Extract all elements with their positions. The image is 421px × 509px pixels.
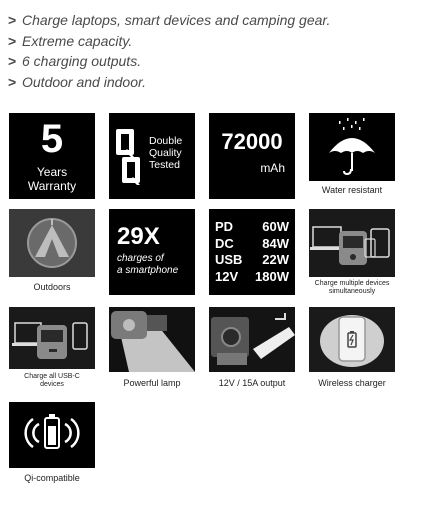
lamp-tile [109,307,195,372]
quality-tile [109,113,195,199]
lamp-caption: Powerful lamp [123,378,181,388]
power-row: 12V 180W [215,268,289,284]
multi-device-tile [309,209,395,277]
feature-item: > Charge laptops, smart devices and camping gear. [8,10,413,31]
chevron-right-icon: > [8,73,17,90]
multi-device-caption: Charge multiple devices simultaneously [314,280,390,295]
lamp-icon [109,307,195,372]
output-12v-tile [209,307,295,372]
feature-item: > Outdoor and indoor. [8,72,413,93]
car-plug-icon [209,307,295,372]
qi-tile [9,402,95,468]
chevron-right-icon: > [8,12,17,28]
feature-item: > 6 charging outputs. [8,51,413,72]
usbc-caption: Charge all USB-C devices [24,373,80,388]
feature-list [8,10,413,92]
qi-wireless-icon [9,402,95,468]
capacity-number: 72000 [221,129,283,154]
wireless-caption: Wireless charger [318,378,386,388]
smartphone-tile [109,209,195,295]
power-row: USB 22W [215,252,289,267]
quality-text: Double Quality Tested [149,135,183,171]
devices-icon [309,209,395,277]
outdoors-caption: Outdoors [33,282,71,292]
wireless-charger-icon [309,307,395,372]
umbrella-icon [309,113,395,181]
warranty-tile [9,113,95,199]
water-tile [309,113,395,181]
smartphone-text: charges of a smartphone [117,253,179,276]
outdoors-tile [9,209,95,277]
wireless-tile [309,307,395,372]
usbc-devices-icon [9,307,95,369]
warranty-years: Years [36,165,68,179]
power-table [215,219,289,285]
warranty-label: Warranty [27,179,77,193]
power-row: PD 60W [215,219,289,234]
chevron-right-icon: > [8,32,17,49]
tent-icon [9,209,95,277]
qi-caption: Qi-compatible [24,473,80,483]
capacity-tile [209,113,295,199]
capacity-unit: mAh [260,161,285,175]
chevron-right-icon: > [8,53,17,69]
feature-item: > Extreme capacity. [8,31,413,52]
power-output-tile [209,209,295,295]
water-caption: Water resistant [321,185,383,195]
smartphone-number: 29X [117,223,160,250]
output-12v-caption: 12V / 15A output [218,378,286,388]
usbc-tile [9,307,95,369]
warranty-number: 5 [40,117,64,161]
power-row: DC 84W [215,235,289,251]
